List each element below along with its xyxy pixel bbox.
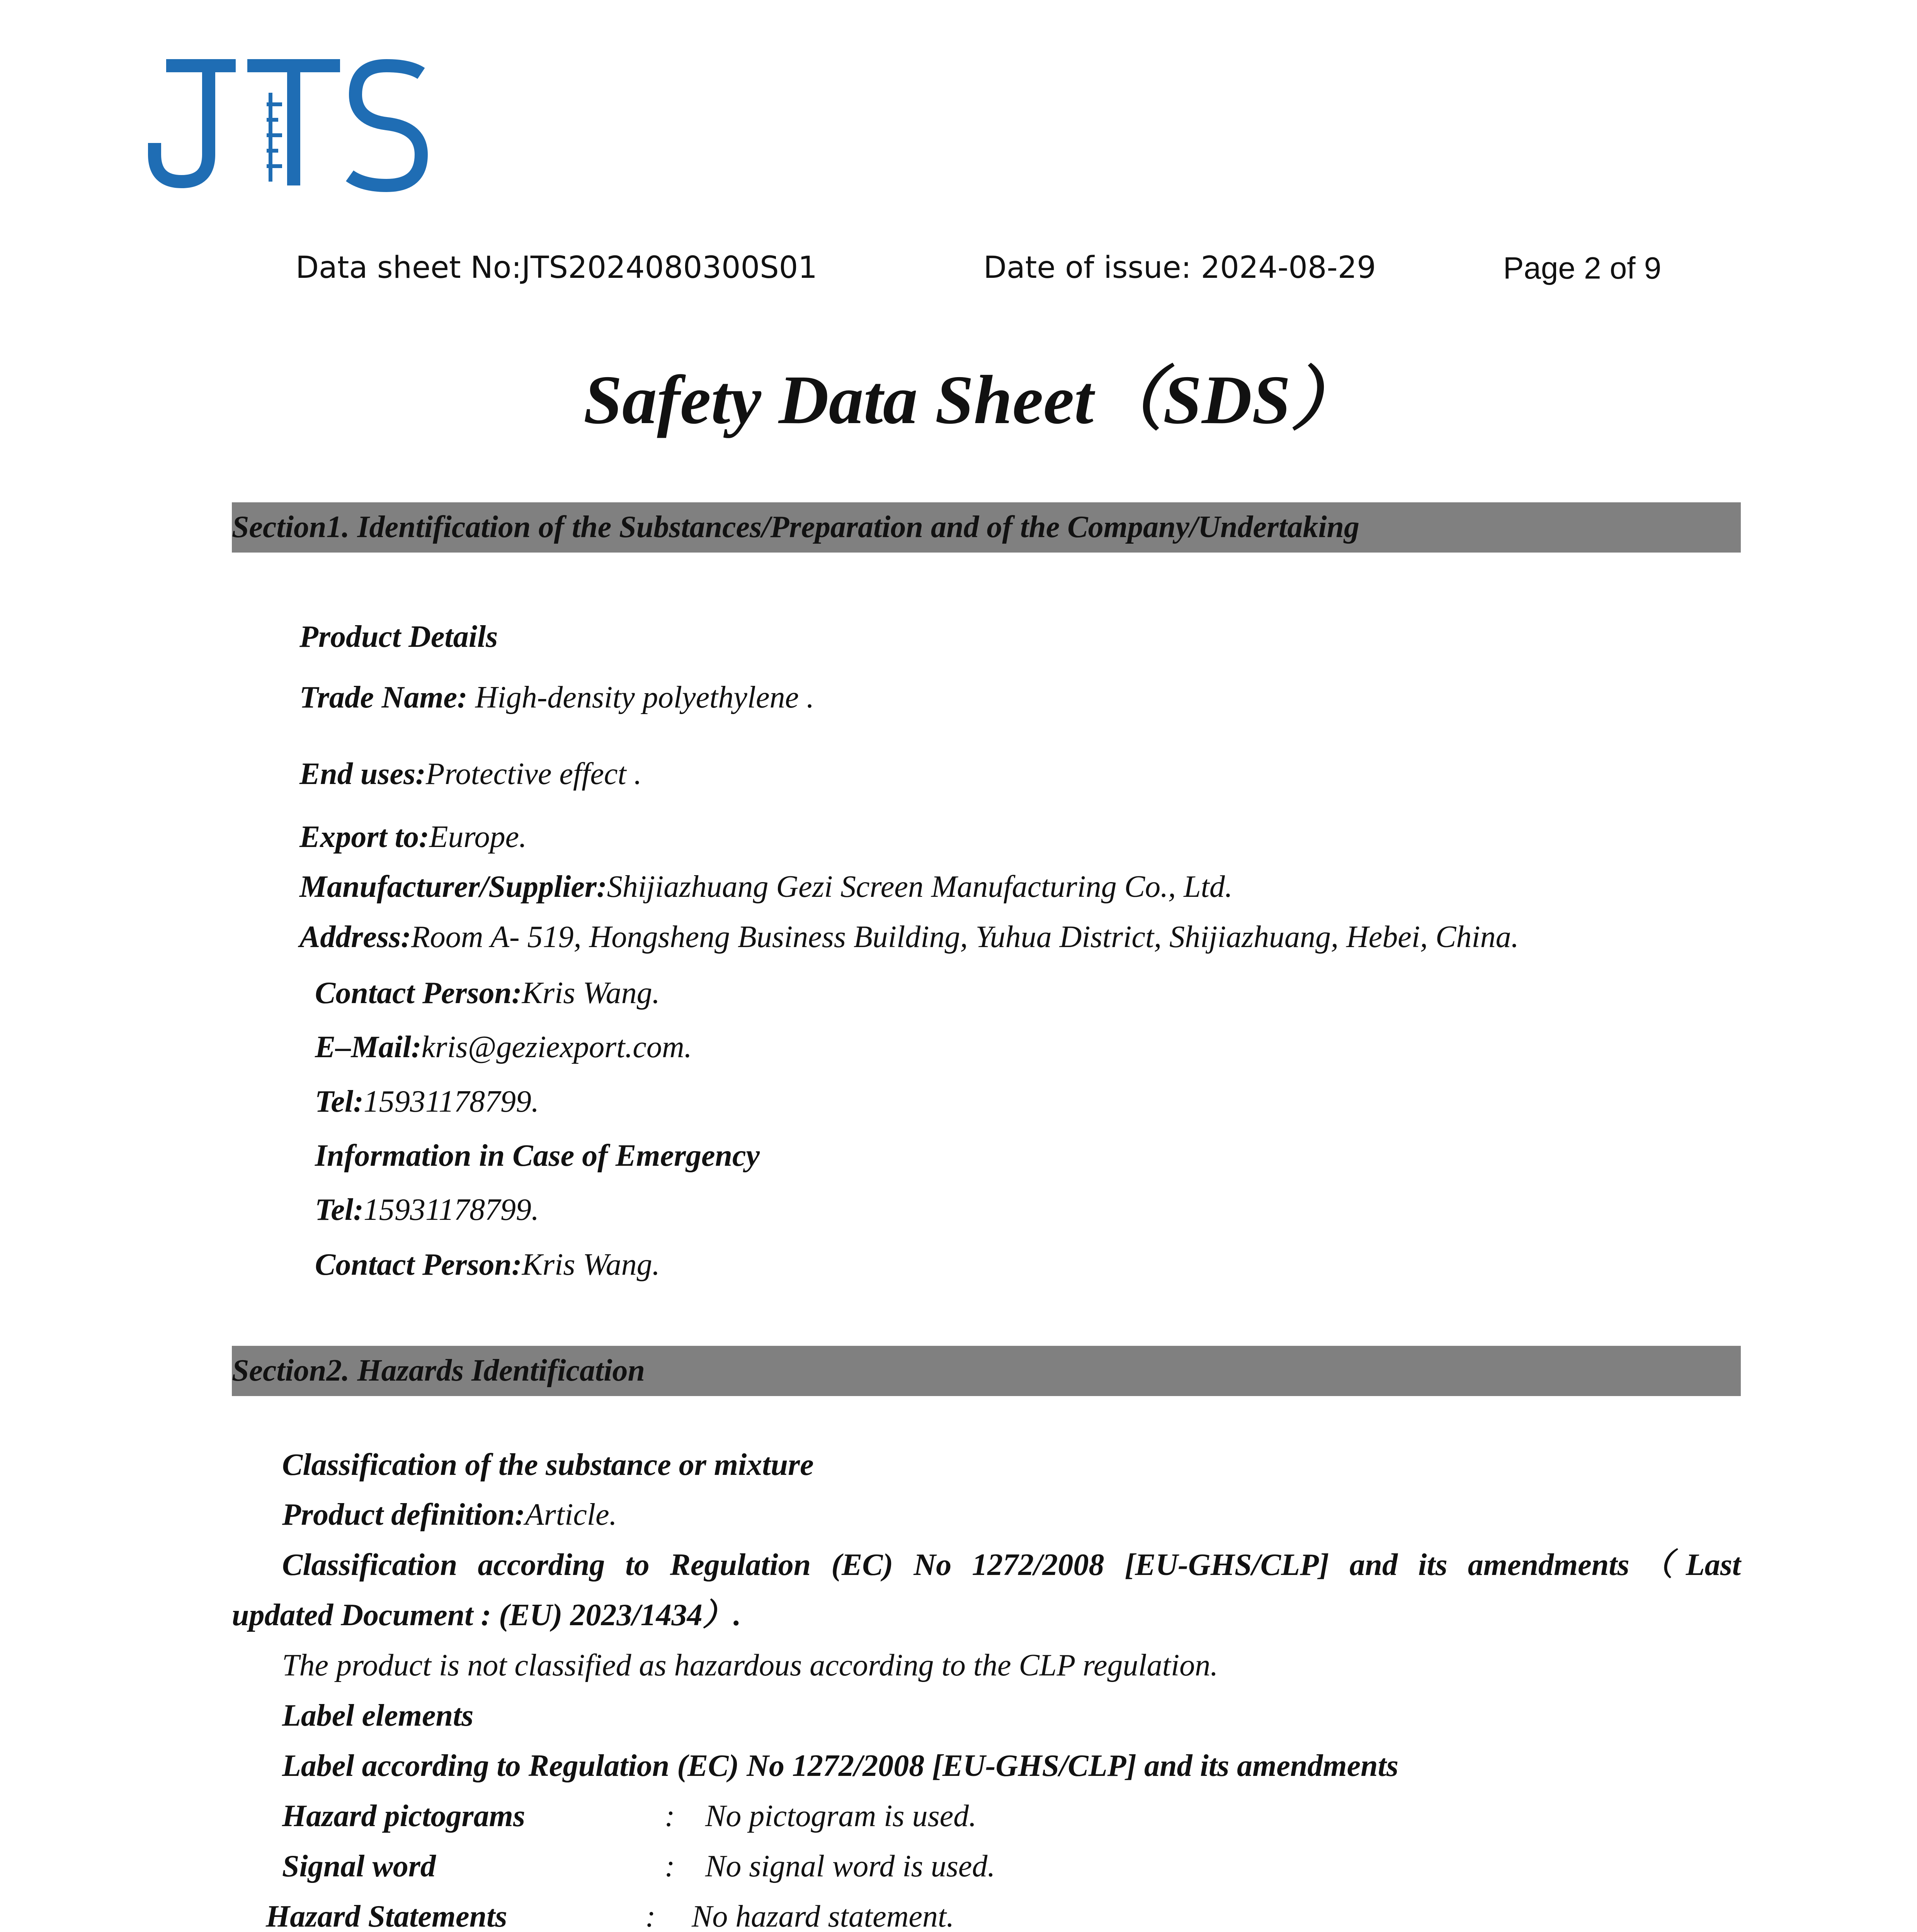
end-uses-value: Protective effect . — [425, 757, 642, 791]
emergency-contact-value: Kris Wang. — [522, 1248, 660, 1282]
signal-word-label: Signal word — [282, 1849, 436, 1883]
trade-name-label: Trade Name: — [299, 680, 468, 714]
emergency-contact-row — [315, 1246, 660, 1283]
address-label: Address: — [299, 920, 411, 954]
not-classified-text: The product is not classified as hazardous according to the CLP regulation. — [282, 1648, 1218, 1682]
end-uses-row — [299, 755, 642, 793]
emergency-tel-value: 15931178799. — [363, 1193, 539, 1227]
section2-heading-bar — [232, 1346, 1741, 1396]
email-row — [315, 1029, 692, 1066]
tel-row — [315, 1083, 539, 1120]
hazard-pictograms-colon: : — [665, 1799, 675, 1833]
contact-value: Kris Wang. — [522, 976, 660, 1010]
manufacturer-value: Shijiazhuang Gezi Screen Manufacturing Co., Ltd. — [607, 870, 1233, 904]
emergency-heading: Information in Case of Emergency — [315, 1139, 760, 1173]
manufacturer-label: Manufacturer/Supplier: — [299, 870, 607, 904]
product-definition-row — [282, 1496, 617, 1533]
end-uses-label: End uses: — [299, 757, 426, 791]
contact-label: Contact Person: — [315, 976, 522, 1010]
hazard-statements-value: No hazard statement. — [692, 1900, 954, 1932]
trade-name-row — [299, 679, 814, 716]
address-value: Room A- 519, Hongsheng Business Building, Yuhua District, Shijiazhuang, Hebei, China. — [411, 920, 1519, 954]
hazard-statements-label: Hazard Statements — [266, 1900, 507, 1932]
section1-heading: Section1. Identification of the Substances/Preparation and of the Company/Undertaking — [232, 510, 1360, 544]
datasheet-number: Data sheet No:JTS2024080300S01 — [296, 250, 817, 285]
tel-value: 15931178799. — [363, 1085, 539, 1119]
emergency-tel-label: Tel: — [315, 1193, 364, 1227]
signal-word-value: No signal word is used. — [705, 1849, 995, 1883]
hazard-statements-colon: : — [645, 1900, 656, 1932]
date-of-issue: Date of issue: 2024-08-29 — [983, 250, 1376, 285]
export-label: Export to: — [299, 820, 429, 854]
document-title: Safety Data Sheet（SDS） — [583, 361, 1361, 438]
classification-heading: Classification of the substance or mixture — [282, 1448, 814, 1482]
label-elements-heading: Label elements — [282, 1699, 474, 1733]
address-row — [299, 918, 1519, 956]
product-definition-label: Product definition: — [282, 1498, 525, 1532]
email-label: E–Mail: — [315, 1030, 422, 1064]
email-value[interactable]: kris@geziexport.com. — [421, 1030, 692, 1064]
tel-label: Tel: — [315, 1085, 364, 1119]
hazard-pictograms-label: Hazard pictograms — [282, 1799, 525, 1833]
trade-name-value: High-density polyethylene . — [467, 680, 815, 714]
label-according-heading: Label according to Regulation (EC) No 1272/2008 [EU-GHS/CLP] and its amendments — [282, 1749, 1398, 1783]
manufacturer-row — [299, 868, 1233, 905]
emergency-contact-label: Contact Person: — [315, 1248, 522, 1282]
product-details-heading: Product Details — [299, 620, 498, 654]
export-row — [299, 818, 527, 855]
section1-heading-bar — [232, 502, 1741, 553]
hazard-pictograms-value: No pictogram is used. — [705, 1799, 977, 1833]
page-number: Page 2 of 9 — [1503, 251, 1662, 285]
section2-heading: Section2. Hazards Identification — [232, 1354, 645, 1388]
signal-word-colon: : — [665, 1849, 675, 1883]
jts-logo-graphic — [139, 58, 433, 205]
jts-logo — [139, 58, 433, 205]
emergency-tel-row — [315, 1191, 539, 1228]
classification-regulation-line2: updated Document : (EU) 2023/1434）. — [232, 1598, 741, 1632]
contact-row — [315, 975, 660, 1012]
product-definition-value: Article. — [525, 1498, 617, 1532]
export-value: Europe. — [429, 820, 527, 854]
classification-regulation-line1: Classification according to Regulation (EC) No 1272/2008 [EU-GHS/CLP] and its amendments（Last — [282, 1548, 1741, 1582]
